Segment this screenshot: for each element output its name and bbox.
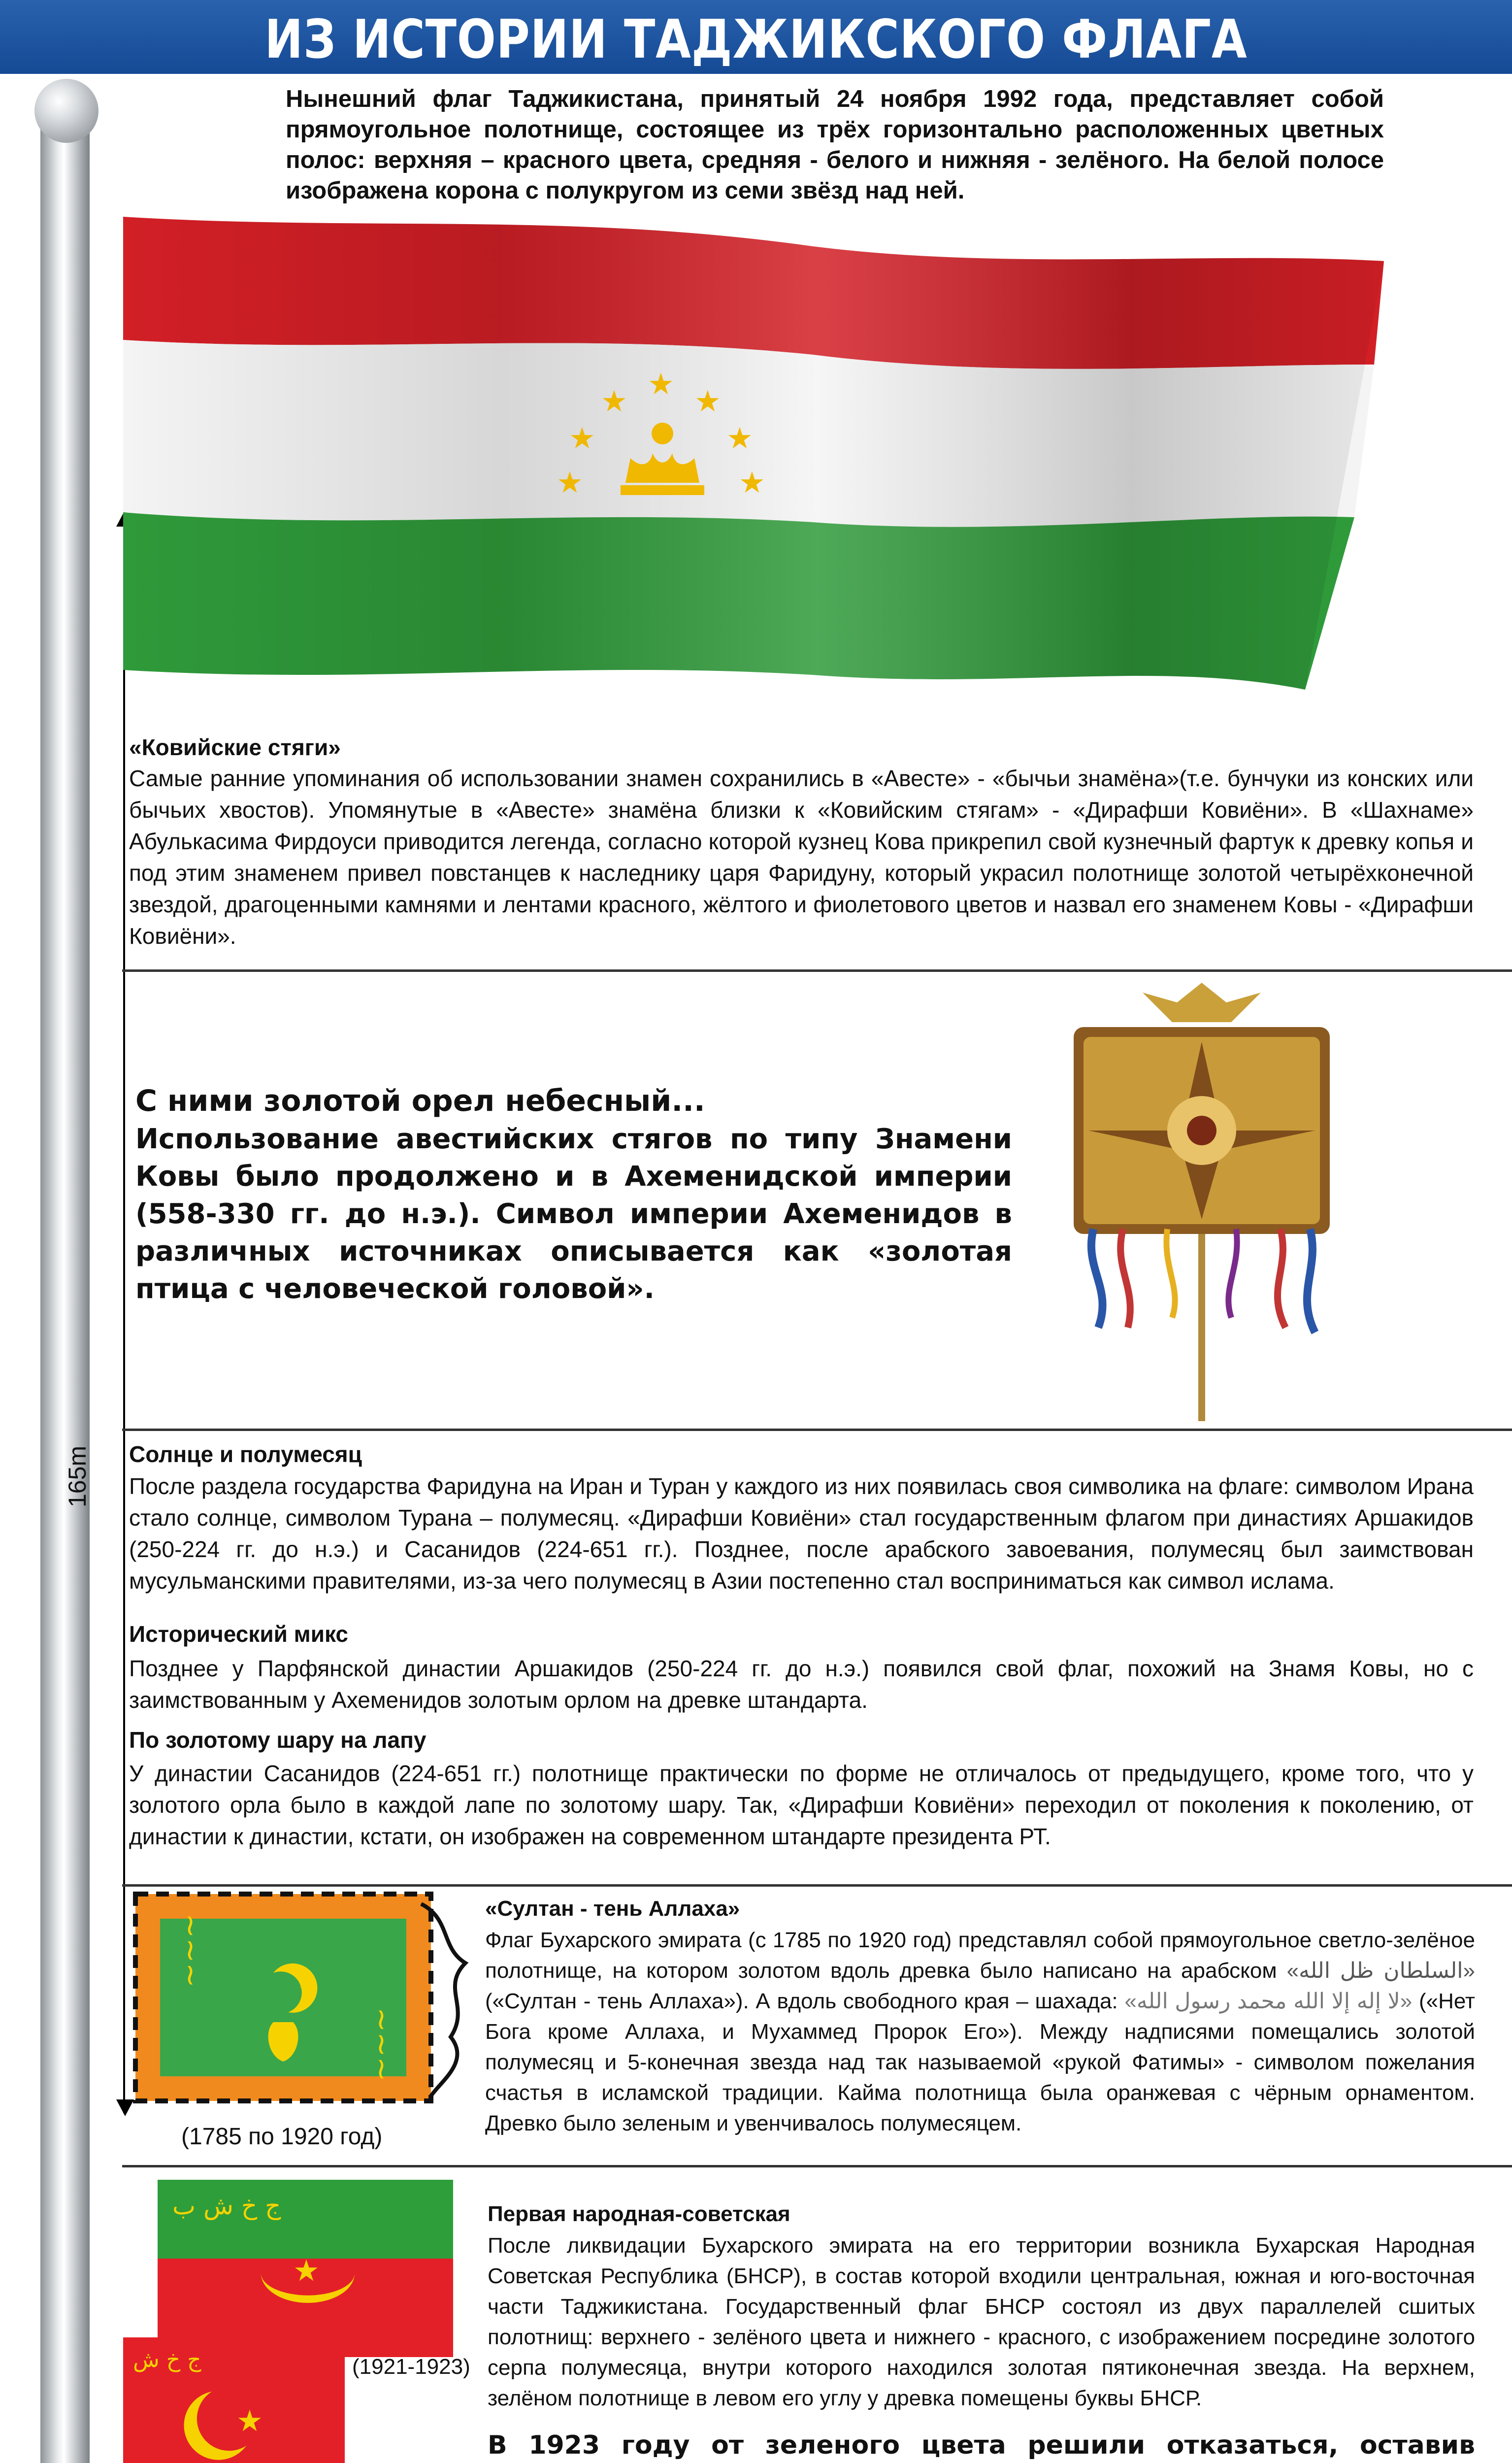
eagle-text: Использование авестийских стягов по типу Знамени Ковы было продолжено и в Ахеменидской империи (558-330 гг. до н.э.). Символ империи Ахеменидов в различных источниках описывается как «золотая птица с человеческой головой». [135,1123,1012,1305]
bnsr-text: После ликвидации Бухарского эмирата на его территории возникла Бухарская Народная Советская Республика (БНСР), в состав которой входили центральная, южная и юго-восточная части Таджикистана. Государственный флаг БНСР состоял из двух параллелей сшитых полотнищ: верхнего - зелёного цвета и нижнего - красного, с изображением посредине золотого серпа полумесяца, внутри которого находился золотая пятиконечная звезда. На верхнем, зелёном полотнище в левом его углу у древка помещены буквы БНСР. [488,2233,1475,2410]
bnsr-title: Первая народная-советская [488,2202,790,2226]
achaemenid-standard-image [1054,973,1349,1426]
divider [122,1429,1512,1431]
divider [122,2165,1512,2167]
intro-text: Нынешний флаг Таджикистана, принятый 24 ноября 1992 года, представляет собой прямоугольное полотнище, состоящее из трёх горизонтально расположенных цветных полос: верхняя – красного цвета, средняя - белого и нижняя - зелёного. На белой полосе изображена корона с полукругом из семи звёзд над ней. [286,86,1384,204]
svg-text:★: ★ [739,466,765,500]
svg-text:★: ★ [726,421,753,456]
bnsr-flag-1923 [118,2332,355,2463]
kovi-title: «Ковийские стяги» [129,734,341,760]
svg-text:~~~: ~~~ [172,1913,207,1988]
eagle-title: С ними золотой орел небесный... [135,1084,705,1118]
bnsr-letters: ج خ ش ب [172,2192,281,2220]
sultan-line2: («Султан - тень Аллаха»). А вдоль свободного края – шахада: [485,1989,1118,2013]
page-title: ИЗ ИСТОРИИ ТАДЖИКСКОГО ФЛАГА [264,9,1248,70]
golden-title: По золотому шару на лапу [129,1727,427,1753]
modern-flag-image [123,217,1404,709]
svg-text:★: ★ [648,367,674,401]
sultan-caption: (1785 по 1920 год) [181,2124,383,2150]
svg-text:★: ★ [296,1966,316,1993]
divider [122,1884,1512,1887]
arabic-shahada-inscription: «لا إله إلا الله محمد رسول الله» [1124,1989,1413,2013]
height-label: 165m [64,1445,91,1507]
svg-text:~~~: ~~~ [364,2007,399,2082]
svg-text:★: ★ [694,384,721,419]
sultan-line1: Флаг Бухарского эмирата (с 1785 по 1920 год) представлял собой прямоугольное светло-зелёное полотнище, на котором золотом вдоль древка было написано на арабском [485,1928,1475,1983]
bukhara-emirate-flag [126,1889,480,2121]
svg-text:★: ★ [601,384,627,419]
mix-title: Исторический микс [129,1621,348,1647]
flagpole [40,111,90,2463]
svg-text:★: ★ [569,421,595,456]
mix-text: Позднее у Парфянской династии Аршакидов (250-224 гг. до н.э.) появился свой флаг, похожий на Знамя Ковы, но с заимствованным у Ахеменидов золотым орлом на древке штандарта. [129,1656,1474,1713]
bnsr-caption-1921: (1921-1923) [352,2355,470,2379]
golden-text: У династии Сасанидов (224-651 гг.) полотнище практически по форме не отличалось от предыдущего, кроме того, что у золотого орла было в каждой лапе по золотому шару. Так, «Дирафши Ковиёни» переходил от поколения к поколению, от династии к династии, кстати, он изображен на современном штандарте президента РТ. [129,1761,1474,1849]
kovi-text: Самые ранние упоминания об использовании знамен сохранились в «Авесте» - «бычьи знамёна»(т.е. бунчуки из конских или бычьих хвостов). Упомянутые в «Авесте» знамёна близки к «Ковийским стягам» - «Дирафши Ковиёни». В «Шахнаме» Абулькасима Фирдоуси приводится легенда, согласно которой кузнец Кова прикрепил свой кузнечный фартук к древку копья и под этим знаменем привел повстанцев к наследнику царя Фаридуну, который украсил полотнище золотой четырёхконечной звездой, драгоценными камнями и лентами красного, жёлтого и фиолетового цветов и назвал его знаменем Ковы - «Дирафши Ковиёни». [129,766,1474,949]
svg-text:ج خ ش: ج خ ش [133,2347,201,2372]
svg-text:★: ★ [236,2404,263,2438]
flagpole-finial [34,79,99,143]
bnsr-bold-text: В 1923 году от зеленого цвета решили отказаться, оставив [488,2430,1475,2460]
header-banner [0,0,1512,74]
sultan-line3: («Нет Бога кроме Аллаха, и Мухаммед Пророк Его»). Между надписями помещались золотой полумесяц и 5-конечная звезда над так называемой «рукой Фатимы» - символом пожелания счастья в исламской традиции. Кайма полотнища была оранжевая с чёрным орнаментом. Древко было зеленым и увенчивалось полумесяцем. [485,1989,1476,2135]
sultan-text [485,1925,1475,2139]
height-measure-line [123,517,125,2113]
arabic-sultan-inscription: «السلطان ظل الله» [1286,1959,1476,1983]
sun-title: Солнце и полумесяц [129,1441,362,1467]
svg-text:★: ★ [557,466,583,500]
divider [122,969,1512,972]
sultan-title: «Султан - тень Аллаха» [485,1897,740,1921]
sun-text: После раздела государства Фаридуна на Иран и Туран у каждого из них появилась своя символика на флаге: символом Ирана стало солнце, символом Турана – полумесяц. «Дирафши Ковиёни» стал государственным флагом при династиях Аршакидов (250-224 гг. до н.э.) и Сасанидов (224-651 гг.). Позднее, после арабского завоевания, полумесяц был заимствован мусульманскими правителями, из-за чего полумесяц в Азии постепенно стал восприниматься как символ ислама. [129,1473,1474,1594]
svg-text:★: ★ [293,2254,320,2288]
